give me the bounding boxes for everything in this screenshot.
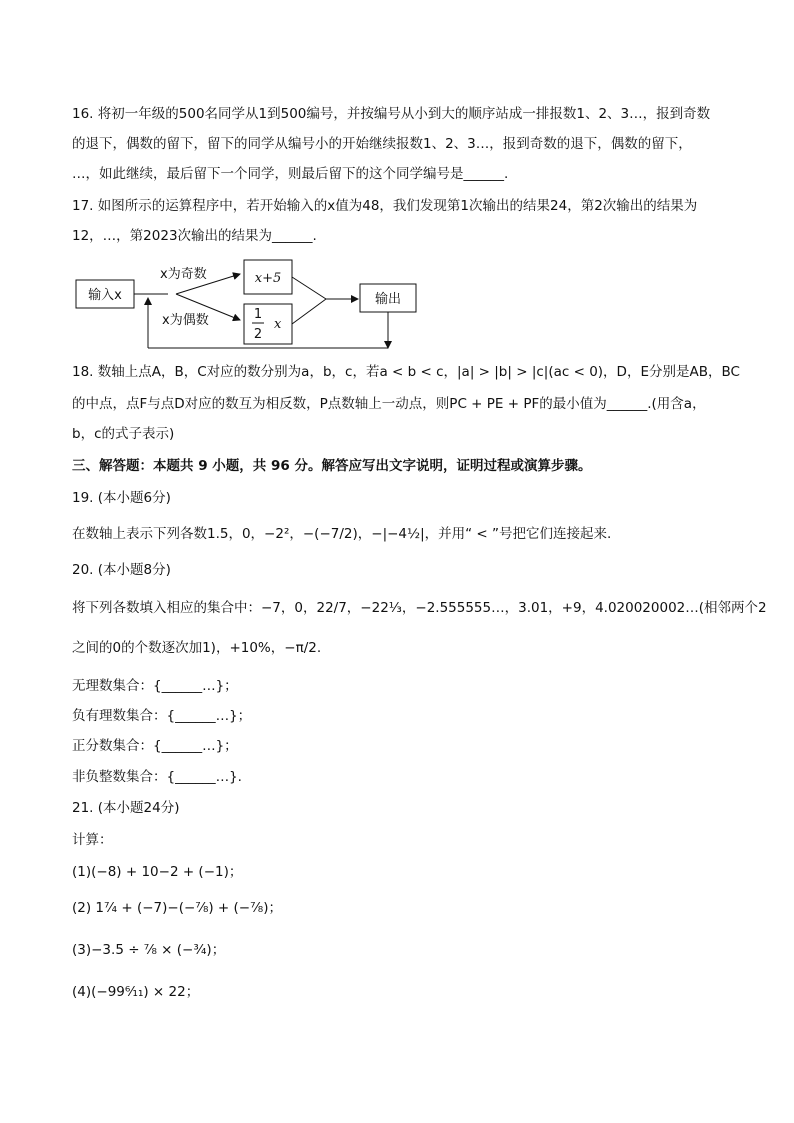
q18-line-2: 的中点，点F与点D对应的数互为相反数，P点数轴上一动点，则PC + PE + PF的最小值为______.(用含a， (72, 396, 706, 412)
q20-line-1: 将下列各数填入相应的集合中：−7，0，22/7，−22⅓，−2.555555…，3.01，+9，4.020020002…(相邻两个2 (72, 600, 767, 616)
odd-op-label: x+5 (254, 271, 282, 286)
even-branch-label: x为偶数 (162, 313, 209, 328)
even-op-box (244, 304, 292, 344)
q21-intro: 计算： (72, 832, 113, 848)
q18-line-1: 18. 数轴上点A，B，C对应的数分别为a，b，c，若a < b < c，|a| > |b| > |c|(ac < 0)，D，E分别是AB，BC (72, 364, 740, 380)
input-label: 输入x (88, 288, 122, 303)
q16-line-1: 16. 将初一年级的500名同学从1到500编号，并按编号从小到大的顺序站成一排报数1、2、3…，报到奇数 (72, 106, 711, 122)
even-op-denominator: 2 (253, 327, 263, 342)
q16-line-3: …，如此继续，最后留下一个同学，则最后留下的这个同学编号是______. (72, 166, 509, 182)
q17-line-2: 12，…，第2023次输出的结果为______. (72, 228, 317, 244)
even-op-numerator: 1 (253, 307, 263, 322)
q19-header: 19. (本小题6分) (72, 490, 171, 506)
operation-flowchart (70, 252, 430, 352)
section-3-header: 三、解答题：本题共 9 小题，共 96 分。解答应写出文字说明，证明过程或演算步骤。 (72, 458, 592, 474)
q20-set-negative-rational: 负有理数集合：{______…}； (72, 708, 252, 724)
q21-item-2: (2) 1⁷⁄₄ + (−7)−(−⁷⁄₈) + (−⁷⁄₈)； (72, 900, 282, 916)
q20-line-2: 之间的0的个数逐次加1)，+10%，−π/2. (72, 640, 322, 656)
q21-item-1: (1)(−8) + 10−2 + (−1)； (72, 864, 243, 880)
odd-branch-label: x为奇数 (160, 267, 207, 282)
q17-line-1: 17. 如图所示的运算程序中，若开始输入的x值为48，我们发现第1次输出的结果24，第2次输出的结果为 (72, 198, 698, 214)
output-label: 输出 (374, 292, 402, 307)
q21-item-4: (4)(−99⁶⁄₁₁) × 22； (72, 984, 200, 1000)
q20-set-irrational: 无理数集合：{______…}； (72, 678, 238, 694)
q16-line-2: 的退下，偶数的留下，留下的同学从编号小的开始继续报数1、2、3…，报到奇数的退下，偶数的留下， (72, 136, 692, 152)
q18-line-3: b，c的式子表示) (72, 426, 175, 442)
q19-body: 在数轴上表示下列各数1.5，0，−2²，−(−7/2)，−|−4½|，并用“ < ”号把它们连接起来. (72, 526, 612, 542)
q20-set-nonnegative-integer: 非负整数集合：{______…}. (72, 769, 242, 785)
q20-header: 20. (本小题8分) (72, 562, 171, 578)
q20-set-positive-fraction: 正分数集合：{______…}； (72, 738, 238, 754)
q21-item-3: (3)−3.5 ÷ ⁷⁄₈ × (−³⁄₄)； (72, 942, 226, 958)
q21-header: 21. (本小题24分) (72, 800, 180, 816)
even-op-variable: x (274, 317, 282, 332)
